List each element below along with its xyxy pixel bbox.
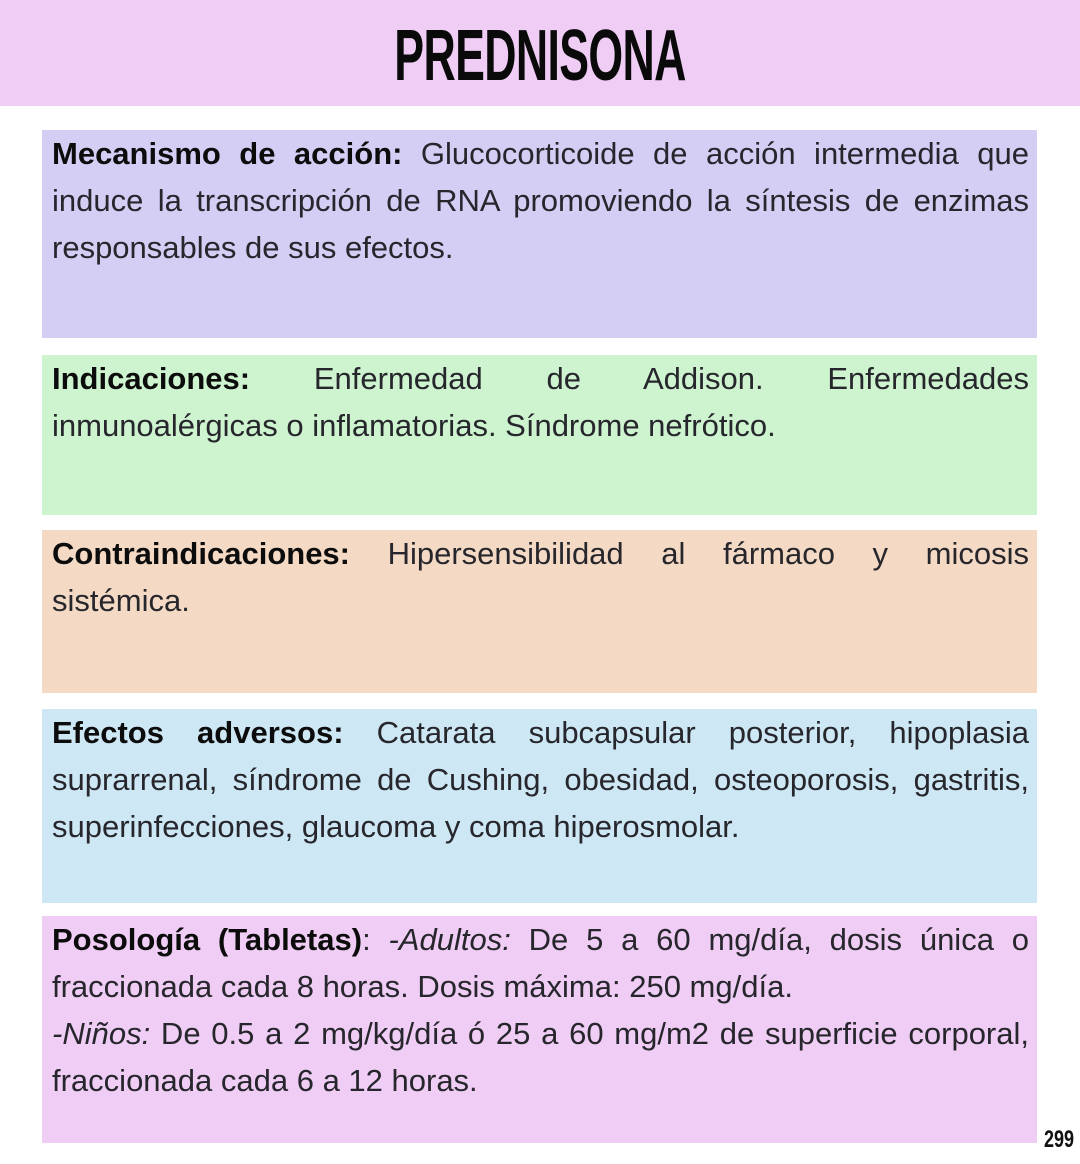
- section-adverse-effects-text: Catarata subcapsular posterior, hipoplasia suprarrenal, síndrome de Cushing, obesidad, osteoporosis, gastritis, superinfecciones, glaucoma y coma hiperosmolar.: [52, 715, 1030, 844]
- dosage-children: [52, 1010, 1029, 1104]
- section-indications-label: Indicaciones:: [52, 361, 251, 396]
- children-label: -Niños:: [52, 1016, 151, 1051]
- adults-text: De 5 a 60 mg/día, dosis única o fraccionada cada 8 horas. Dosis máxima: 250 mg/día.: [52, 922, 1029, 1004]
- section-adverse-effects-body: [52, 709, 1029, 850]
- section-indications: [42, 355, 1037, 515]
- section-contraindications-text: Hipersensibilidad al fármaco y micosis sistémica.: [52, 536, 1029, 618]
- section-contraindications-label: Contraindicaciones:: [52, 536, 350, 571]
- section-indications-body: [52, 355, 1029, 449]
- dosage-adults: [52, 916, 1029, 1010]
- children-text: De 0.5 a 2 mg/kg/día ó 25 a 60 mg/m2 de superficie corporal, fraccionada cada 6 a 12 horas.: [52, 1016, 1029, 1098]
- section-mechanism-body: [52, 130, 1029, 271]
- section-contraindications: [42, 530, 1037, 693]
- page-number: 299: [1043, 1126, 1074, 1153]
- section-mechanism-text: Glucocorticoide de acción intermedia que induce la transcripción de RNA promoviendo la síntesis de enzimas responsables de sus efectos.: [52, 136, 1029, 265]
- title-banner: [0, 0, 1080, 106]
- adults-label: -Adultos:: [388, 922, 511, 957]
- section-contraindications-body: [52, 530, 1029, 624]
- drug-title: PREDNISONA: [394, 16, 686, 96]
- section-dosage-label-suffix: :: [362, 922, 389, 957]
- section-indications-text: Enfermedad de Addison. Enfermedades inmunoalérgicas o inflamatorias. Síndrome nefrótico.: [52, 361, 1029, 443]
- section-dosage-label: Posología (Tabletas): [52, 922, 363, 957]
- section-adverse-effects: [42, 709, 1037, 903]
- section-mechanism: [42, 130, 1037, 338]
- section-adverse-effects-label: Efectos adversos:: [52, 715, 344, 750]
- section-dosage: [42, 916, 1037, 1143]
- section-mechanism-label: Mecanismo de acción:: [52, 136, 403, 171]
